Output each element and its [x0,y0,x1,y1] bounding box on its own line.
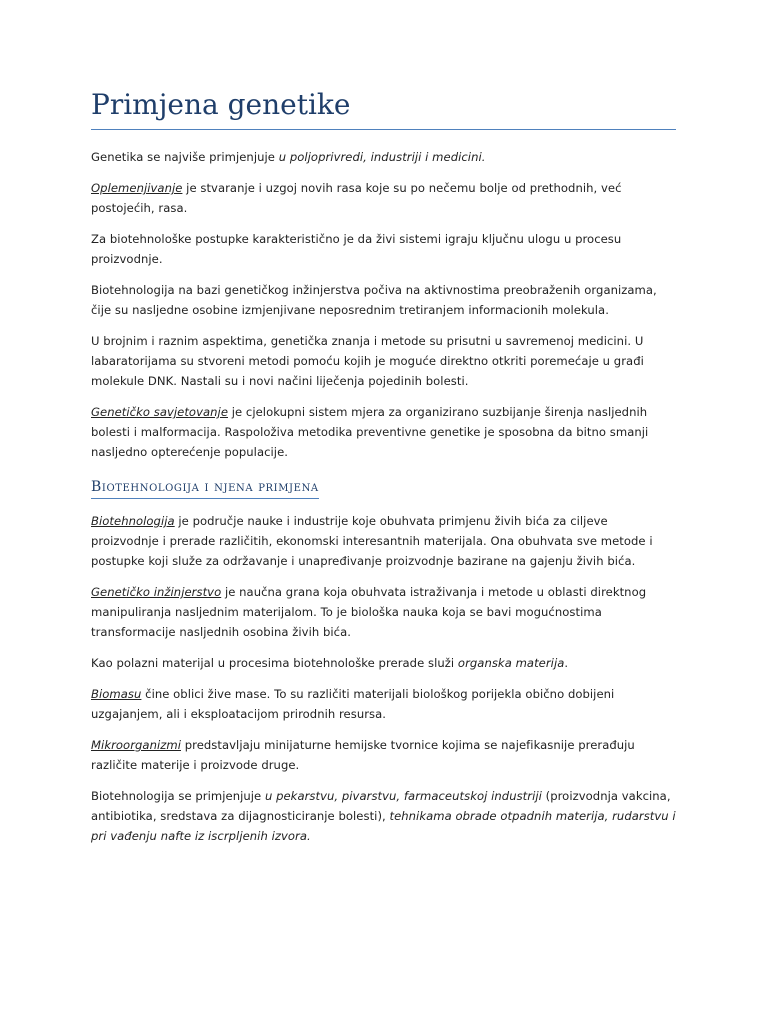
paragraph-genetika [91,147,676,167]
paragraph-text: je cjelokupni sistem mjera za organizirano suzbijanje širenja nasljednih bolesti i malformacija. Raspoloživa metodika preventivne genetike je sposobna da bitno smanji nasljedno opterećenje populacije. [91,405,649,459]
emphasis-text: u pekarstvu, pivarstvu, farmaceutskoj industriji [264,789,542,803]
paragraph-text: predstavljaju minijaturne hemijske tvornice kojima se najefikasnije prerađuju različite materije i proizvode druge. [91,738,635,772]
paragraph-text: čine oblici žive mase. To su različiti materijali biološkog porijekla obično dobijeni uzgajanjem, ali i eksploatacijom prirodnih resursa. [91,687,615,721]
paragraph-biotehnoloske-postupke: Za biotehnološke postupke karakteristično je da živi sistemi igraju ključnu ulogu u procesu proizvodnje. [91,232,622,266]
paragraph-primjena-biotehnologije [91,786,676,846]
emphasis-text: u poljoprivredi, industriji i medicini. [278,150,486,164]
paragraph-geneticko-inzinjerstvo [91,582,676,642]
paragraph-text: je stvaranje i uzgoj novih rasa koje su po nečemu bolje od prethodnih, već postojećih, rasa. [91,181,622,215]
term-biotehnologija: Biotehnologija [91,514,175,528]
paragraph-biomasa [91,684,676,724]
paragraph-text: Genetika se najviše primjenjuje [91,150,279,164]
term-oplemenjivanje: Oplemenjivanje [91,181,183,195]
emphasis-text: tehnikama obrade otpadnih materija, rudarstvu i pri vađenju nafte iz iscrpljenih izvora. [91,809,676,843]
paragraph-text: Biotehnologija se primjenjuje [91,789,265,803]
paragraph-biotehnologija [91,511,676,571]
section-heading: Biotehnologija i njena primjena [91,476,319,499]
term-geneticko-inzinjerstvo: Genetičko inžinjerstvo [91,585,222,599]
paragraph-geneticko-savjetovanje [91,402,676,462]
paragraph-text: . [564,656,569,670]
paragraph-polazni-materijal [91,653,676,673]
paragraph-mikroorganizmi [91,735,676,775]
paragraph-text: Kao polazni materijal u procesima biotehnološke prerade služi [91,656,458,670]
document-content [91,86,676,846]
page-title: Primjena genetike [91,86,676,130]
paragraph-text: je naučna grana koja obuhvata istraživanja i metode u oblasti direktnog manipuliranja nasljednim materijalom. To je biološka nauka koja se bavi mogućnostima transformacije nasljednih osobina živih bića. [91,585,647,639]
term-mikroorganizmi: Mikroorganizmi [91,738,181,752]
term-biomasa: Biomasu [91,687,142,701]
paragraph-oplemenjivanje [91,178,676,218]
paragraph-genetickog-inzinjerstva: Biotehnologija na bazi genetičkog inžinjerstva počiva na aktivnostima preobraženih organizama, čije su nasljedne osobine izmjenjivane neposrednim tretiranjem informacionih molekula. [91,283,657,317]
term-geneticko-savjetovanje: Genetičko savjetovanje [91,405,228,419]
emphasis-text: organska materija [457,656,565,670]
paragraph-text: je područje nauke i industrije koje obuhvata primjenu živih bića za ciljeve proizvodnje i prerade različitih, ekonomski interesantnih materijala. Ona obuhvata sve metode i postupke koji služe za održavanje i unapređivanje proizvodnje bazirane na gajenju živih bića. [91,514,653,568]
section-heading-wrapper [91,476,676,499]
paragraph-text: (proizvodnja vakcina, antibiotika, sredstava za dijagnosticiranje bolesti), [91,789,671,823]
paragraph-medicina: U brojnim i raznim aspektima, genetička znanja i metode su prisutni u savremenoj medicini. U labaratorijama su stvoreni metodi pomoću kojih je moguće direktno otkriti poremećaje u građi molekule DNK. Nastali su i novi načini liječenja pojedinih bolesti. [91,334,644,388]
